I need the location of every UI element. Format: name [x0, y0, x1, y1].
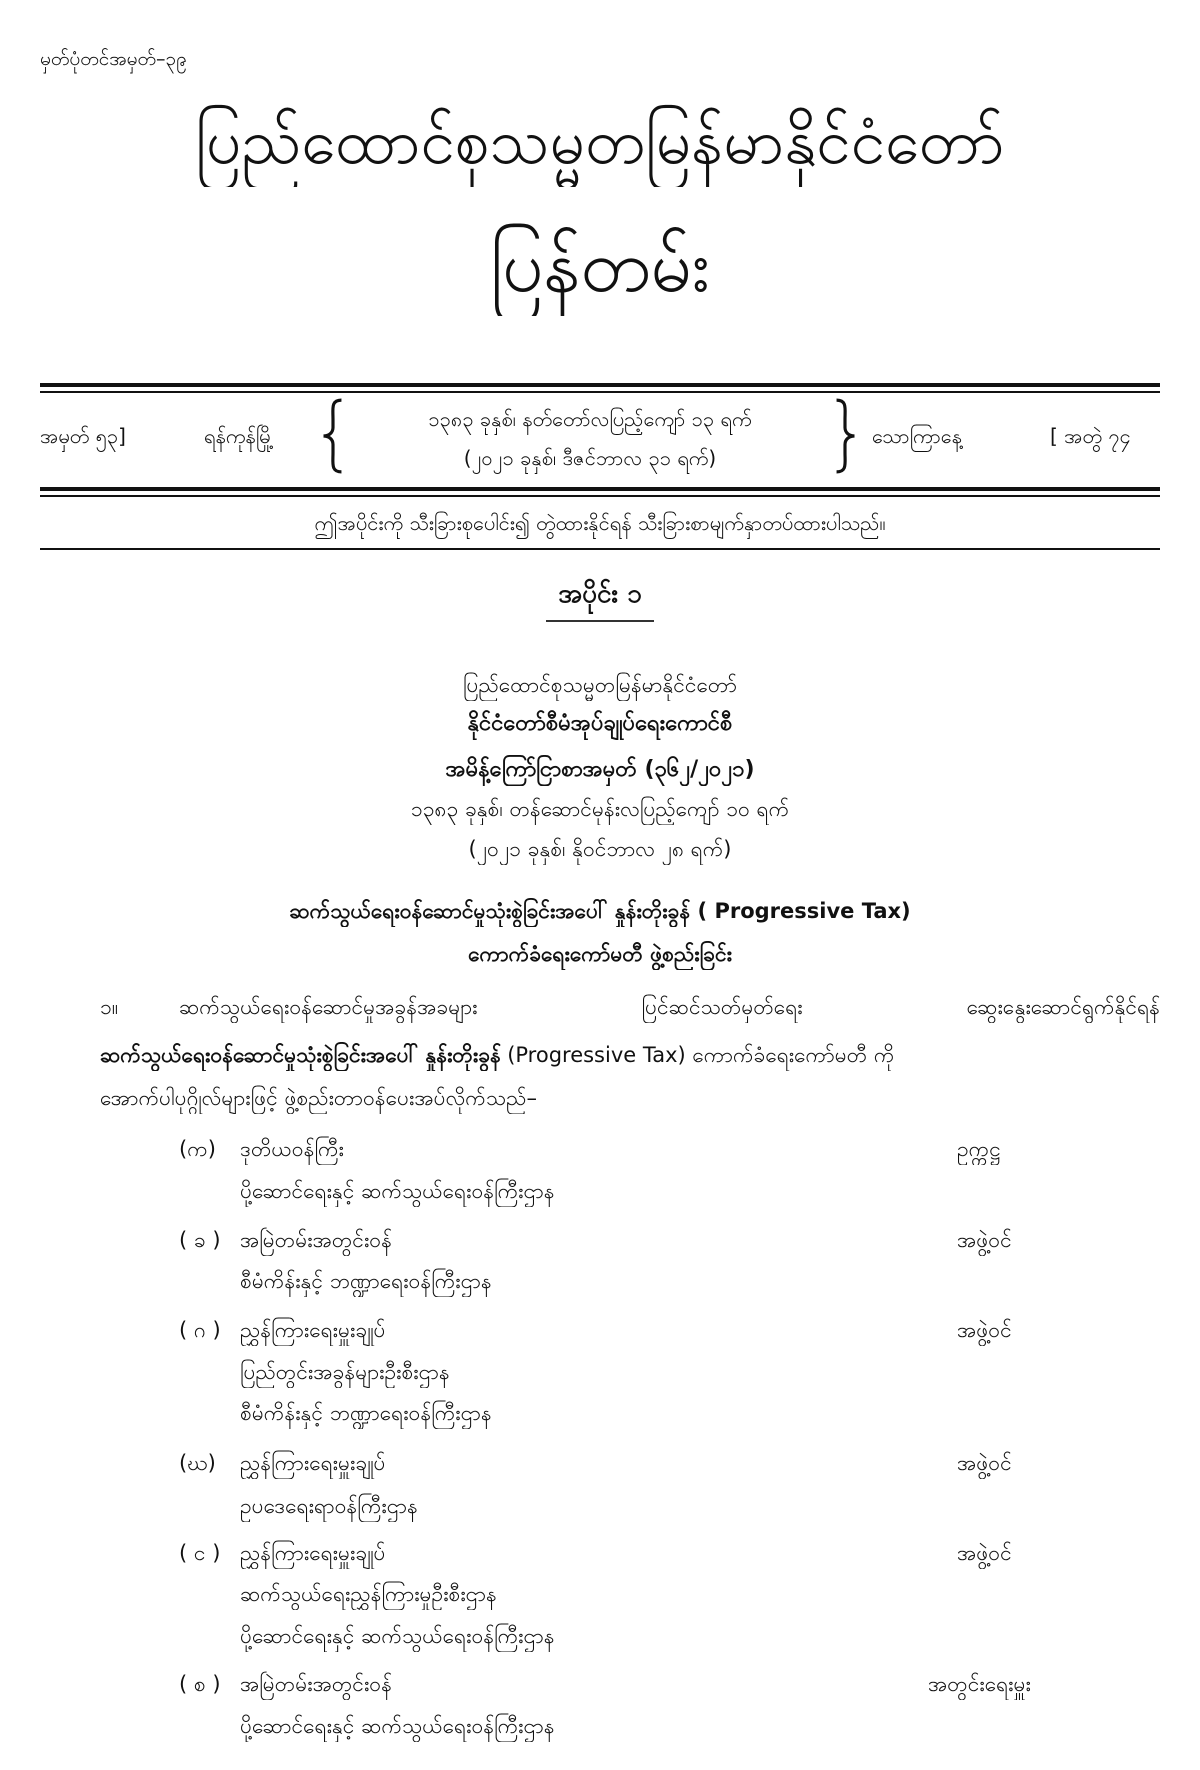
header-rule-thin-bottom: [40, 495, 1160, 497]
left-brace-icon: [320, 398, 346, 474]
issue-volume: [ အတွဲ ၇၄: [1050, 424, 1131, 448]
order-council: နိုင်ငံတော်စီမံအုပ်ချုပ်ရေးကောင်စီ: [467, 711, 733, 736]
member-title: အမြဲတမ်းအတွင်းဝန်: [240, 1672, 392, 1696]
member-title: ဒုတိယဝန်ကြီး: [240, 1137, 344, 1161]
member-department: ဆက်သွယ်ရေးညွှန်ကြားမှုဦးစီးဌာန: [240, 1582, 497, 1606]
order-date-gregorian: (၂၀၂၁ ခုနှစ်၊ နိုဝင်ဘာလ ၂၈ ရက်): [468, 837, 732, 861]
paragraph-number: ၁။: [100, 995, 119, 1019]
issue-number: အမှတ် ၅၃]: [40, 424, 126, 448]
paragraph-line-3: အောက်ပါပုဂ္ဂိုလ်များဖြင့် ဖွဲ့စည်းတာဝန်ပေးအပ်လိုက်သည်–: [100, 1086, 537, 1110]
subject-heading-line-1: ဆက်သွယ်ရေးဝန်ဆောင်မှုသုံးစွဲခြင်းအပေါ် နှုန်းတိုးခွန် ( Progressive Tax): [289, 899, 911, 923]
gazette-title: ပြည်ထောင်စုသမ္မတမြန်မာနိုင်ငံတော်: [195, 105, 1005, 178]
paragraph-line-2-bold: ဆက်သွယ်ရေးဝန်ဆောင်မှုသုံးစွဲခြင်းအပေါ် နှုန်းတိုးခွန်: [100, 1043, 501, 1067]
issue-place: ရန်ကုန်မြို့: [204, 424, 274, 448]
order-date-myanmar: ၁၃၈၃ ခုနှစ်၊ တန်ဆောင်မုန်းလပြည့်ကျော် ၁၀ ရက်: [410, 797, 790, 821]
member-role: အဖွဲ့ဝင်: [957, 1318, 1012, 1342]
member-title: အမြဲတမ်းအတွင်းဝန်: [240, 1228, 392, 1252]
member-role: အတွင်းရေးမှူး: [928, 1672, 1031, 1696]
member-title: ညွှန်ကြားရေးမှူးချုပ်: [240, 1451, 386, 1475]
member-department: ဥပဒေရေးရာဝန်ကြီးဌာန: [240, 1494, 418, 1518]
member-role: အဖွဲ့ဝင်: [957, 1228, 1012, 1252]
member-role: အဖွဲ့ဝင်: [957, 1541, 1012, 1565]
header-rule-thick-bottom: [40, 487, 1160, 491]
member-label: ( စ ): [179, 1672, 221, 1696]
notice-rule: [40, 548, 1160, 550]
member-label: ( ခ ): [179, 1228, 221, 1252]
member-department: ပို့ဆောင်ရေးနှင့် ဆက်သွယ်ရေးဝန်ကြီးဌာန: [240, 1179, 555, 1203]
order-number: အမိန့်ကြော်ငြာစာအမှတ် (၃၆၂/၂၀၂၁): [445, 757, 755, 782]
right-brace-icon: [832, 398, 858, 474]
gazette-subtitle: ပြန်တမ်း: [490, 224, 710, 308]
registration-number: မှတ်ပုံတင်အမှတ်–၃၉: [40, 48, 187, 70]
member-department: စီမံကိန်းနှင့် ဘဏ္ဍာရေးဝန်ကြီးဌာန: [240, 1269, 492, 1293]
member-label: (ဃ): [179, 1451, 216, 1475]
issue-date-myanmar: ၁၃၈၃ ခုနှစ်၊ နတ်တော်လပြည့်ကျော် ၁၃ ရက်: [428, 407, 752, 431]
member-title: ညွှန်ကြားရေးမှူးချုပ်: [240, 1318, 386, 1342]
member-department: ပြည်တွင်းအခွန်များဦးစီးဌာန: [240, 1360, 450, 1384]
paragraph-line-1: ဆက်သွယ်ရေးဝန်ဆောင်မှုအခွန်အခများ ပြင်ဆင်သတ်မှတ်ရေး ဆွေးနွေးဆောင်ရွက်နိုင်ရန်: [179, 995, 1160, 1019]
header-rule-thin-top: [40, 391, 1160, 393]
issue-day: သောကြာနေ့: [872, 424, 962, 448]
member-label: (က): [179, 1137, 216, 1161]
part-heading: အပိုင်း ၁: [558, 579, 642, 609]
member-ministry: စီမံကိန်းနှင့် ဘဏ္ဍာရေးဝန်ကြီးဌာန: [240, 1401, 492, 1425]
member-label: ( ဂ ): [179, 1318, 221, 1342]
member-role: ဥက္ကဋ္ဌ: [957, 1137, 1001, 1161]
paragraph-line-2-rest: (Progressive Tax) ကောက်ခံရေးကော်မတီ ကို: [507, 1043, 895, 1067]
member-label: ( င ): [179, 1541, 221, 1565]
part-heading-underline: [546, 620, 654, 622]
separate-part-notice: ဤအပိုင်းကို သီးခြားစုပေါင်း၍ တွဲထားနိုင်ရန် သီးခြားစာမျက်နှာတပ်ထားပါသည်။: [314, 511, 886, 535]
subject-heading-line-2: ကောက်ခံရေးကော်မတီ ဖွဲ့စည်းခြင်း: [468, 942, 732, 966]
header-rule-thick-top: [40, 383, 1160, 387]
issue-date-gregorian: (၂၀၂၁ ခုနှစ်၊ ဒီဇင်ဘာလ ၃၁ ရက်): [463, 446, 717, 470]
member-ministry: ပို့ဆောင်ရေးနှင့် ဆက်သွယ်ရေးဝန်ကြီးဌာန: [240, 1624, 555, 1648]
order-state: ပြည်ထောင်စုသမ္မတမြန်မာနိုင်ငံတော်: [462, 673, 737, 697]
member-title: ညွှန်ကြားရေးမှူးချုပ်: [240, 1541, 386, 1565]
member-department: ပို့ဆောင်ရေးနှင့် ဆက်သွယ်ရေးဝန်ကြီးဌာန: [240, 1714, 555, 1738]
member-role: အဖွဲ့ဝင်: [957, 1451, 1012, 1475]
paragraph-line-2: [100, 1039, 1160, 1071]
